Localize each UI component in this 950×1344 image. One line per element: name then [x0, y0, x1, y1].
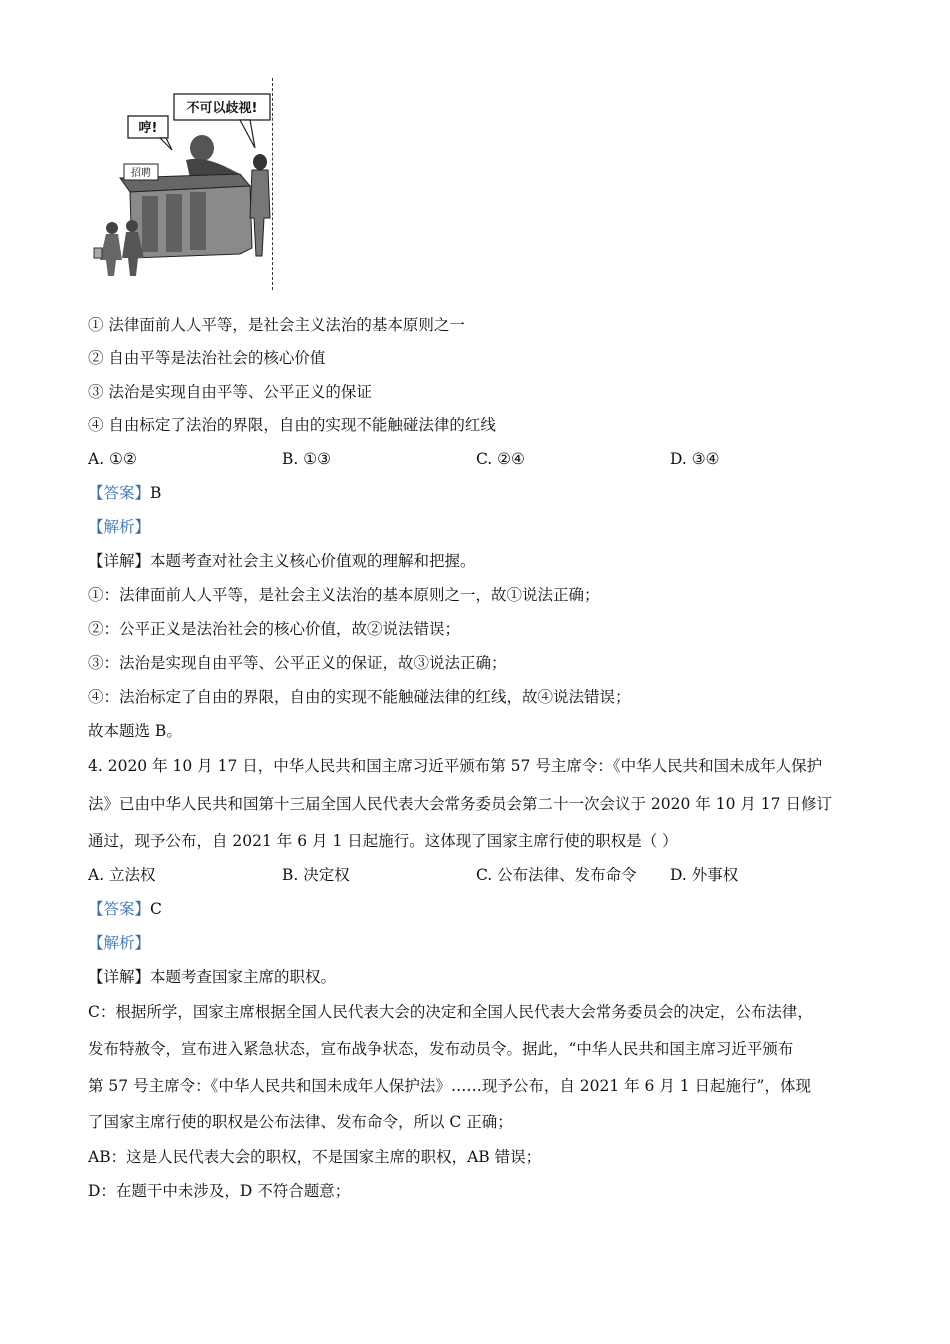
q3-answer: [88, 482, 161, 504]
q3-analysis-line-1: ①：法律面前人人平等，是社会主义法治的基本原则之一，故①说法正确；: [88, 586, 600, 604]
q3-detail-tag: 【详解】: [88, 552, 151, 570]
q3-option-b: B. ①③: [282, 450, 332, 468]
q4-option-a: A. 立法权: [88, 866, 156, 884]
q4-detail-tag: 【详解】: [88, 968, 151, 986]
q4-answer: [88, 898, 162, 920]
q3-answer-tag: 【答案】: [88, 484, 151, 502]
right-person-body: [250, 170, 270, 256]
left-figure-body-1: [100, 234, 122, 276]
cartoon-illustration: [90, 78, 280, 290]
q3-answer-value: B: [150, 484, 162, 502]
q3-conclusion: 故本题选 B。: [88, 722, 182, 740]
q4-stem-line-2: 法》已由中华人民共和国第十三届全国人民代表大会常务委员会第二十一次会议于 2020 年 10 月 17 日修订: [88, 795, 832, 813]
q4-analysis-line-2: 发布特赦令，宣布进入紧急状态，宣布战争状态，发布动员令。据此，“中华人民共和国主席习近平颁布: [88, 1040, 794, 1058]
q4-analysis-line-1: C：根据所学，国家主席根据全国人民代表大会的决定和全国人民代表大会常务委员会的决定，公布法律，: [88, 1003, 813, 1021]
bubble-right-text: 不可以歧视!: [186, 101, 258, 116]
left-figure-head-1: [106, 222, 118, 234]
left-figure-head-2: [126, 220, 138, 232]
q4-analysis-label: 【解析】: [88, 934, 151, 952]
q4-analysis-line-5: AB：这是人民代表大会的职权，不是国家主席的职权，AB 错误；: [88, 1148, 542, 1166]
q3-analysis-tag: [88, 516, 150, 538]
bubble-left-text: 哼!: [138, 121, 158, 136]
q3-option-d: D. ③④: [670, 450, 720, 468]
q4-detail-text: 本题考查国家主席的职权。: [150, 968, 337, 986]
q3-option-c: C. ②④: [476, 450, 525, 468]
interviewer-head: [190, 135, 214, 161]
cartoon-drawing: [90, 78, 280, 290]
q3-analysis-line-3: ③：法治是实现自由平等、公平正义的保证，故③说法正确；: [88, 654, 507, 672]
q4-answer-tag: 【答案】: [88, 900, 151, 918]
q3-item-3: ③ 法治是实现自由平等、公平正义的保证: [88, 383, 372, 401]
q3-detail-text: 本题考查对社会主义核心价值观的理解和把握。: [150, 552, 476, 570]
q3-analysis-line-2: ②：公平正义是法治社会的核心价值，故②说法错误；: [88, 620, 461, 638]
q3-item-2: ② 自由平等是法治社会的核心价值: [88, 349, 326, 367]
sign-text: 招聘: [131, 168, 151, 179]
q4-analysis-line-4: 了国家主席行使的职权是公布法律、发布命令，所以 C 正确；: [88, 1113, 513, 1131]
q3-item-1: ① 法律面前人人平等，是社会主义法治的基本原则之一: [88, 316, 465, 334]
q4-analysis-line-3: 第 57 号主席令：《中华人民共和国未成年人保护法》……现予公布，自 2021 年 6 月 1 日起施行”，体现: [88, 1077, 811, 1095]
right-person-head: [253, 154, 267, 170]
q4-stem-line-3: 通过，现予公布，自 2021 年 6 月 1 日起施行。这体现了国家主席行使的职权是（ ）: [88, 832, 678, 850]
q4-stem-line-1: 4. 2020 年 10 月 17 日，中华人民共和国主席习近平颁布第 57 号主席令：《中华人民共和国未成年人保护: [88, 757, 823, 775]
q4-analysis-line-6: D：在题干中未涉及，D 不符合题意；: [88, 1182, 351, 1200]
q4-option-d: D. 外事权: [670, 866, 739, 884]
q3-option-a: A. ①②: [88, 450, 137, 468]
q3-detail: [88, 550, 476, 572]
q3-item-4: ④ 自由标定了法治的界限，自由的实现不能触碰法律的红线: [88, 416, 496, 434]
q4-answer-value: C: [150, 900, 162, 918]
q4-detail: [88, 966, 336, 988]
q4-option-c: C. 公布法律、发布命令: [476, 866, 637, 884]
q4-analysis-tag: [88, 932, 150, 954]
q3-analysis-line-4: ④：法治标定了自由的界限，自由的实现不能触碰法律的红线，故④说法错误；: [88, 688, 631, 706]
q4-option-b: B. 决定权: [282, 866, 350, 884]
q3-analysis-label: 【解析】: [88, 518, 151, 536]
vertical-dashed-line: [272, 78, 273, 290]
